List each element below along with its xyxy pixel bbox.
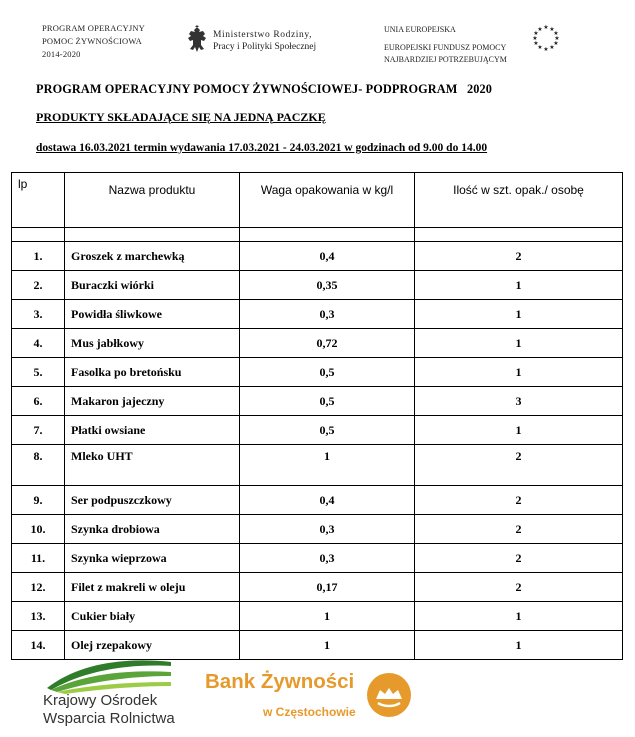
cell-qty: 2 (415, 486, 623, 515)
cell-weight: 1 (240, 631, 415, 660)
col-header-lp: lp (12, 173, 65, 228)
cell-qty: 1 (415, 271, 623, 300)
cell-lp: 13. (12, 602, 65, 631)
table-row (12, 515, 623, 544)
eu-line: NAJBARDZIEJ POTRZEBUJĄCYM (384, 55, 507, 64)
cell-lp: 2. (12, 271, 65, 300)
cell-weight: 0,35 (240, 271, 415, 300)
cell-qty: 1 (415, 416, 623, 445)
cell-lp: 12. (12, 573, 65, 602)
cell-lp: 3. (12, 300, 65, 329)
cell-weight: 0,3 (240, 300, 415, 329)
cell-name: Makaron jajeczny (65, 387, 240, 416)
program-line: POMOC ŻYWNOŚCIOWA (42, 36, 142, 46)
svg-text:★: ★ (549, 26, 555, 33)
cell-qty: 2 (415, 573, 623, 602)
table-row (12, 242, 623, 271)
food-bank-logo-icon (366, 672, 412, 718)
table-row (12, 602, 623, 631)
svg-text:★: ★ (543, 46, 549, 53)
cell-qty: 1 (415, 329, 623, 358)
table-row (12, 387, 623, 416)
svg-text:★: ★ (543, 24, 549, 31)
cell-name: Fasolka po bretońsku (65, 358, 240, 387)
cell-weight: 0,5 (240, 358, 415, 387)
cell-qty: 1 (415, 358, 623, 387)
program-logo-text (42, 22, 145, 61)
ministry-text (213, 29, 316, 53)
table-row (12, 486, 623, 515)
kowr-logo (43, 654, 175, 730)
kowr-line: Wsparcia Rolnictwa (43, 710, 175, 727)
table-header-row (12, 173, 623, 228)
cell-qty: 1 (415, 631, 623, 660)
polish-eagle-icon (186, 25, 208, 57)
svg-text:★: ★ (533, 40, 539, 47)
cell-qty: 2 (415, 515, 623, 544)
cell-lp: 10. (12, 515, 65, 544)
svg-text:★: ★ (553, 30, 559, 37)
table-row (12, 544, 623, 573)
cell-weight: 0,5 (240, 387, 415, 416)
cell-lp: 7. (12, 416, 65, 445)
cell-weight: 0,17 (240, 573, 415, 602)
cell-qty: 1 (415, 300, 623, 329)
col-header-weight: Waga opakowania w kg/l (240, 173, 415, 228)
svg-text:★: ★ (532, 35, 538, 42)
cell-weight: 0,4 (240, 242, 415, 271)
cell-qty: 2 (415, 242, 623, 271)
table-row (12, 445, 623, 486)
table-row (12, 416, 623, 445)
cell-name: Cukier biały (65, 602, 240, 631)
page-subtitle: PRODUKTY SKŁADAJĄCE SIĘ NA JEDNĄ PACZKĘ (36, 110, 326, 124)
cell-weight: 0,5 (240, 416, 415, 445)
eu-flag-icon (530, 22, 562, 54)
kowr-line: Krajowy Ośrodek (43, 692, 158, 709)
cell-weight: 0,3 (240, 515, 415, 544)
cell-name: Buraczki wiórki (65, 271, 240, 300)
eu-line: EUROPEJSKI FUNDUSZ POMOCY (384, 43, 507, 52)
svg-text:★: ★ (549, 44, 555, 51)
cell-name: Olej rzepakowy (65, 631, 240, 660)
table-spacer-row (12, 228, 623, 242)
program-line: 2014-2020 (42, 49, 81, 59)
cell-lp: 5. (12, 358, 65, 387)
cell-name: Mleko UHT (65, 445, 240, 486)
cell-weight: 0,3 (240, 544, 415, 573)
cell-lp: 4. (12, 329, 65, 358)
cell-lp: 8. (12, 445, 65, 486)
cell-name: Ser podpuszczkowy (65, 486, 240, 515)
table-row (12, 300, 623, 329)
eu-text (384, 24, 507, 66)
cell-lp: 11. (12, 544, 65, 573)
table-row (12, 358, 623, 387)
table-row (12, 329, 623, 358)
cell-weight: 0,4 (240, 486, 415, 515)
table-row (12, 573, 623, 602)
food-bank-name: Bank Żywności (205, 670, 355, 693)
program-line: PROGRAM OPERACYJNY (42, 23, 146, 33)
svg-text:★: ★ (533, 30, 539, 37)
ministry-line: Ministerstwo Rodziny, (213, 30, 313, 40)
cell-weight: 0,72 (240, 329, 415, 358)
cell-weight: 1 (240, 445, 415, 486)
kowr-field-icon (43, 654, 175, 694)
cell-name: Powidła śliwkowe (65, 300, 240, 329)
food-bank-city: w Częstochowie (263, 705, 356, 719)
cell-qty: 1 (415, 602, 623, 631)
cell-qty: 2 (415, 445, 623, 486)
cell-weight: 1 (240, 602, 415, 631)
cell-lp: 9. (12, 486, 65, 515)
svg-text:★: ★ (553, 40, 559, 47)
cell-qty: 2 (415, 544, 623, 573)
cell-lp: 6. (12, 387, 65, 416)
col-header-name: Nazwa produktu (65, 173, 240, 228)
header-logos (0, 0, 635, 72)
svg-text:★: ★ (537, 44, 543, 51)
delivery-info: dostawa 16.03.2021 termin wydawania 17.03.2021 - 24.03.2021 w godzinach od 9.00 do 14.00 (36, 142, 488, 154)
cell-qty: 3 (415, 387, 623, 416)
cell-lp: 14. (12, 631, 65, 660)
cell-name: Groszek z marchewką (65, 242, 240, 271)
cell-name: Szynka drobiowa (65, 515, 240, 544)
cell-name: Filet z makreli w oleju (65, 573, 240, 602)
table-row (12, 271, 623, 300)
cell-lp: 1. (12, 242, 65, 271)
cell-name: Mus jabłkowy (65, 329, 240, 358)
products-table (11, 172, 623, 660)
page-title: PROGRAM OPERACYJNY POMOCY ŻYWNOŚCIOWEJ- PODPROGRAM 2020 (36, 82, 492, 96)
cell-name: Szynka wieprzowa (65, 544, 240, 573)
ministry-line: Pracy i Polityki Społecznej (213, 42, 317, 52)
svg-text:★: ★ (537, 26, 543, 33)
eu-line: UNIA EUROPEJSKA (384, 25, 456, 34)
col-header-qty: Ilość w szt. opak./ osobę (415, 173, 623, 228)
cell-name: Płatki owsiane (65, 416, 240, 445)
svg-text:★: ★ (554, 35, 560, 42)
